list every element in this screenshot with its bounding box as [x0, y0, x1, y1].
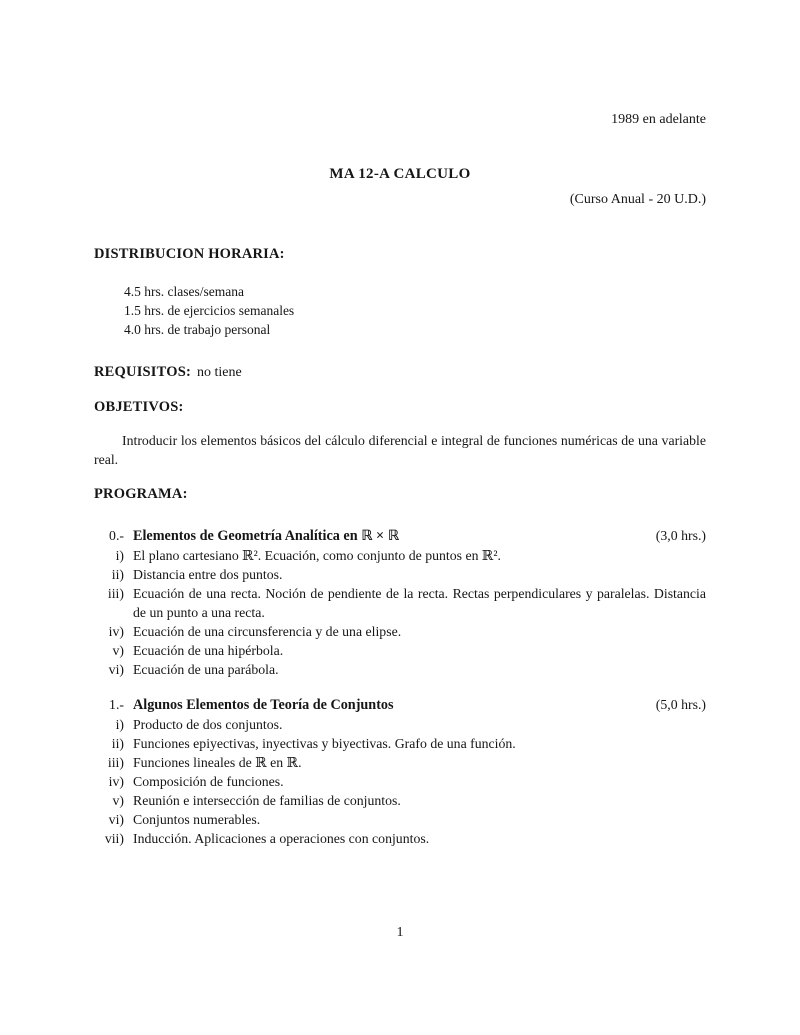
item-text: Reunión e intersección de familias de conjuntos. — [133, 793, 401, 808]
item-label: ii) — [111, 736, 124, 751]
course-subtitle: (Curso Anual - 20 U.D.) — [569, 192, 706, 207]
hours-list — [124, 282, 706, 339]
item-text: Inducción. Aplicaciones a operaciones con conjuntos. — [133, 831, 430, 846]
hours-item: 1.5 hrs. de ejercicios semanales — [124, 303, 295, 318]
item-text: El plano cartesiano ℝ². Ecuación, como conjunto de puntos en ℝ². — [133, 548, 501, 563]
item-label: vi) — [108, 812, 124, 827]
item-label: iii) — [107, 586, 124, 601]
program-item — [94, 753, 706, 772]
program-unit-items — [94, 715, 706, 848]
program-item — [94, 622, 706, 641]
heading-programa: PROGRAMA: — [94, 486, 188, 502]
program-item — [94, 565, 706, 584]
heading-distribucion-horaria: DISTRIBUCION HORARIA: — [94, 246, 285, 262]
program-item — [94, 715, 706, 734]
item-text: Ecuación de una parábola. — [133, 662, 279, 677]
unit-title: Elementos de Geometría Analítica en ℝ × ℝ — [133, 528, 400, 544]
unit-number: 1.- — [109, 697, 124, 712]
program-item — [94, 660, 706, 679]
item-text: Ecuación de una recta. Noción de pendiente de la recta. Rectas perpendiculares y paralelas. Distancia de un punto a una recta. — [133, 586, 706, 620]
unit-number: 0.- — [109, 528, 124, 543]
unit-hours: (5,0 hrs.) — [655, 697, 706, 712]
item-label: iv) — [108, 774, 124, 789]
course-title: MA 12-A CALCULO — [329, 166, 471, 182]
program-unit-items — [94, 546, 706, 679]
program-item — [94, 829, 706, 848]
item-text: Ecuación de una circunsferencia y de una elipse. — [133, 624, 402, 639]
item-text: Funciones lineales de ℝ en ℝ. — [133, 755, 302, 770]
item-label: i) — [115, 548, 124, 563]
item-text: Producto de dos conjuntos. — [133, 717, 283, 732]
unit-title: Algunos Elementos de Teoría de Conjuntos — [133, 697, 394, 713]
item-text: Composición de funciones. — [133, 774, 284, 789]
program-item — [94, 641, 706, 660]
item-label: v) — [112, 643, 124, 658]
program-item — [94, 584, 706, 622]
item-text: Conjuntos numerables. — [133, 812, 261, 827]
heading-objetivos: OBJETIVOS: — [94, 399, 184, 415]
hours-item: 4.0 hrs. de trabajo personal — [124, 322, 271, 337]
item-label: vii) — [104, 831, 124, 846]
item-text: Distancia entre dos puntos. — [133, 567, 283, 582]
item-text: Funciones epiyectivas, inyectivas y biyectivas. Grafo de una función. — [133, 736, 516, 751]
item-label: v) — [112, 793, 124, 808]
objetivos-paragraph: Introducir los elementos básicos del cálculo diferencial e integral de funciones numéricas de una variable real. — [94, 433, 706, 467]
page-number: 1 — [396, 925, 404, 940]
heading-requisitos: REQUISITOS: — [94, 364, 192, 380]
item-text: Ecuación de una hipérbola. — [133, 643, 284, 658]
item-label: i) — [115, 717, 124, 732]
program-unit-header — [94, 526, 706, 546]
item-label: iv) — [108, 624, 124, 639]
program-item — [94, 791, 706, 810]
requisitos-row — [94, 363, 706, 382]
item-label: vi) — [108, 662, 124, 677]
hours-item: 4.5 hrs. clases/semana — [124, 284, 244, 299]
item-label: ii) — [111, 567, 124, 582]
program-unit-header — [94, 695, 706, 715]
program-item — [94, 546, 706, 565]
unit-hours: (3,0 hrs.) — [655, 528, 706, 543]
program-item — [94, 772, 706, 791]
program-item — [94, 810, 706, 829]
item-label: iii) — [107, 755, 124, 770]
year-note: 1989 en adelante — [611, 112, 706, 127]
requisitos-value: no tiene — [197, 365, 242, 380]
program-item — [94, 734, 706, 753]
